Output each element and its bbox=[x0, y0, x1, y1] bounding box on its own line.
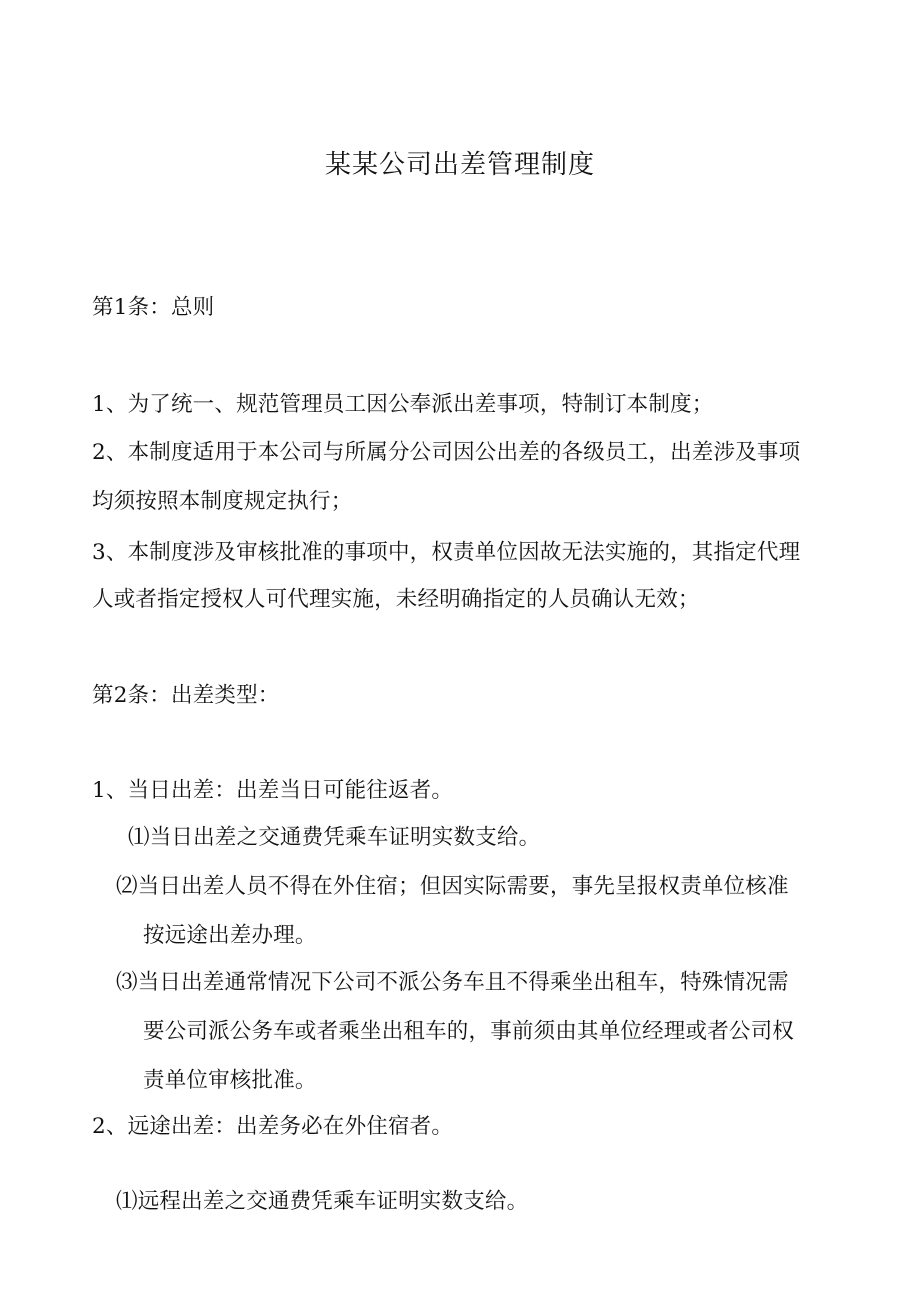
document-title: 某某公司出差管理制度 bbox=[324, 150, 595, 180]
section-1-item-3-line-1: 3、本制度涉及审核批准的事项中，权责单位因故无法实施的，其指定代理 bbox=[92, 540, 801, 565]
type-1-label: 1、当日出差：出差当日可能往返者。 bbox=[92, 778, 454, 803]
section-1-item-2-line-1: 2、本制度适用于本公司与所属分公司因公出差的各级员工，出差涉及事项 bbox=[92, 440, 801, 465]
section-1-item-1: 1、为了统一、规范管理员工因公奉派出差事项，特制订本制度； bbox=[92, 392, 714, 417]
type-1-sub-1: ⑴当日出差之交通费凭乘车证明实数支给。 bbox=[128, 825, 541, 850]
type-1-sub-3-line-2: 要公司派公务车或者乘坐出租车的，事前须由其单位经理或者公司权 bbox=[143, 1019, 795, 1044]
type-1-sub-3-line-1: ⑶当日出差通常情况下公司不派公务车且不得乘坐出租车，特殊情况需 bbox=[116, 970, 789, 995]
section-1-item-3-line-2: 人或者指定授权人可代理实施，未经明确指定的人员确认无效； bbox=[92, 587, 700, 612]
type-1-sub-2-line-1: ⑵当日出差人员不得在外住宿；但因实际需要，事先呈报权责单位核准 bbox=[116, 874, 789, 899]
type-2-label: 2、远途出差：出差务必在外住宿者。 bbox=[92, 1114, 454, 1139]
type-2-sub-1: ⑴远程出差之交通费凭乘车证明实数支给。 bbox=[116, 1189, 529, 1214]
section-1-heading: 第1条：总则 bbox=[92, 295, 215, 320]
type-1-sub-3-line-3: 责单位审核批准。 bbox=[143, 1068, 317, 1093]
type-1-sub-2-line-2: 按远途出差办理。 bbox=[143, 923, 317, 948]
section-2-heading: 第2条：出差类型： bbox=[92, 683, 280, 708]
section-1-item-2-line-2: 均须按照本制度规定执行； bbox=[92, 489, 353, 514]
